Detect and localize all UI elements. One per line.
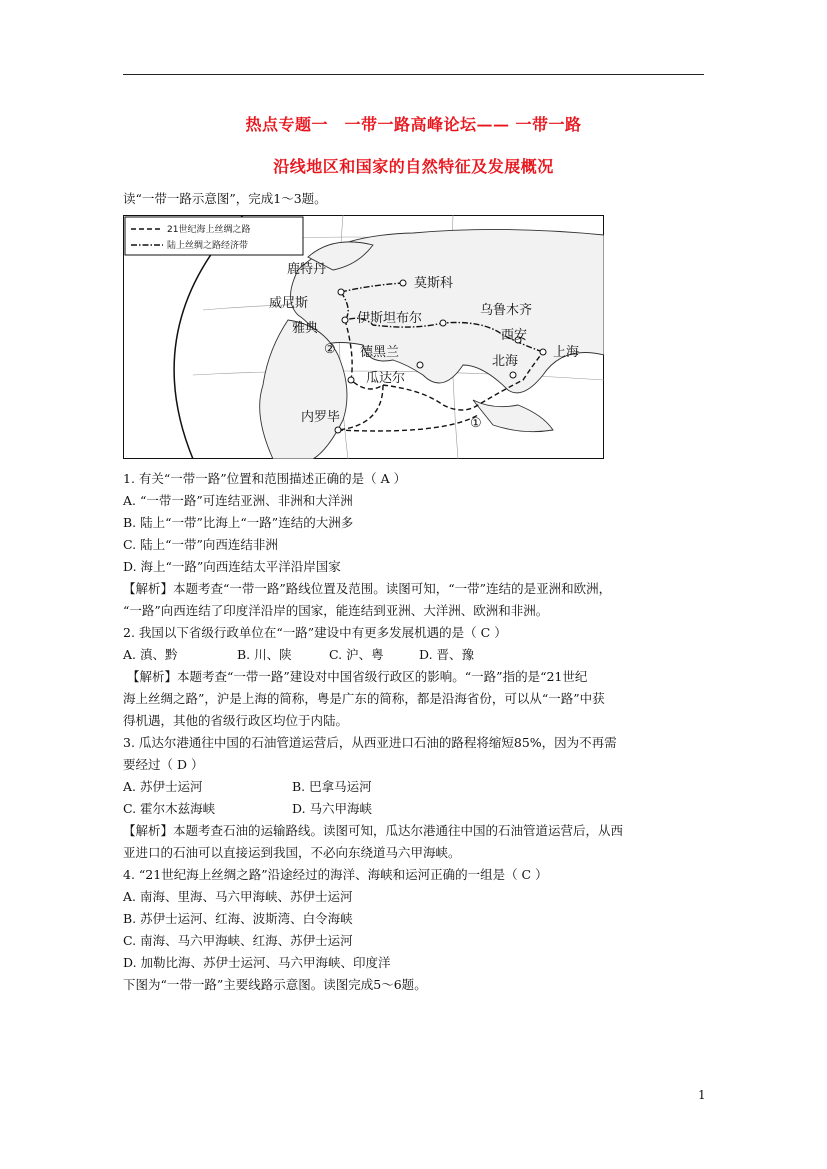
page-title-line2: 沿线地区和国家的自然特征及发展概况 bbox=[273, 157, 554, 176]
question-4-stem: 4. “21世纪海上丝绸之路”沿途经过的海洋、海峡和运河正确的一组是（ C ） bbox=[123, 867, 548, 882]
legend-maritime-route: 21世纪海上丝绸之路 bbox=[167, 225, 251, 235]
label-athens: 雅典 bbox=[292, 321, 319, 336]
label-shanghai: 上海 bbox=[553, 345, 580, 360]
question-1-option-a: A. “一带一路”可连结亚洲、非洲和大洋洲 bbox=[123, 493, 353, 508]
question-4-option-d: D. 加勒比海、苏伊士运河、马六甲海峡、印度洋 bbox=[123, 955, 391, 970]
label-rotterdam: 鹿特丹 bbox=[287, 262, 327, 277]
question-1-option-b: B. 陆上“一带”比海上“一路”连结的大洲多 bbox=[123, 515, 354, 530]
question-2-stem: 2. 我国以下省级行政单位在“一路”建设中有更多发展机遇的是（ C ） bbox=[123, 625, 507, 640]
question-3-analysis-line2: 亚进口的石油可以直接运到我国，不必向东绕道马六甲海峡。 bbox=[123, 845, 461, 860]
question-3-option-d: D. 马六甲海峡 bbox=[292, 801, 373, 816]
legend-land-route: 陆上丝绸之路经济带 bbox=[167, 241, 249, 251]
label-moscow: 莫斯科 bbox=[414, 276, 454, 291]
question-1-stem: 1. 有关“一带一路”位置和范围描述正确的是（ A ） bbox=[123, 471, 407, 486]
intro-text: 读“一带一路示意图”，完成1～3题。 bbox=[123, 191, 327, 206]
question-3-stem-line1: 3. 瓜达尔港通往中国的石油管道运营后，从西亚进口石油的路程将缩短85%，因为不再需 bbox=[123, 735, 617, 750]
label-beihai: 北海 bbox=[492, 354, 519, 369]
question-4-option-b: B. 苏伊士运河、红海、波斯湾、白令海峡 bbox=[123, 911, 353, 926]
question-3-option-c: C. 霍尔木兹海峡 bbox=[123, 801, 216, 816]
outro-text: 下图为“一带一路”主要线路示意图。读图完成5～6题。 bbox=[123, 977, 427, 992]
label-urumqi: 乌鲁木齐 bbox=[480, 303, 533, 318]
question-1-option-c: C. 陆上“一带”向西连结非洲 bbox=[123, 537, 278, 552]
label-venice: 威尼斯 bbox=[269, 296, 309, 311]
label-tehran: 德黑兰 bbox=[360, 345, 400, 360]
question-1-option-d: D. 海上“一路”向西连结太平洋沿岸国家 bbox=[123, 559, 341, 574]
map-legend bbox=[125, 217, 303, 255]
question-3-analysis-line1: 【解析】本题考查石油的运输路线。读图可知，瓜达尔港通往中国的石油管道运营后，从西 bbox=[123, 823, 624, 838]
question-2-analysis-line3: 得机遇，其他的省级行政区均位于内陆。 bbox=[123, 713, 349, 728]
question-3-stem-line2: 要经过（ D ） bbox=[123, 757, 204, 772]
marker-circle-1: ① bbox=[470, 416, 482, 431]
label-xian: 西安 bbox=[501, 328, 528, 343]
question-2-analysis-line2: 海上丝绸之路”，沪是上海的简称，粤是广东的简称，都是沿海省份，可以从“一路”中获 bbox=[123, 691, 605, 706]
page-number: 1 bbox=[698, 1088, 706, 1102]
question-2-option-c: C. 沪、粤 bbox=[329, 647, 384, 662]
question-2-option-d: D. 晋、豫 bbox=[419, 647, 475, 662]
label-istanbul: 伊斯坦布尔 bbox=[357, 311, 423, 326]
question-2-option-b: B. 川、陕 bbox=[237, 647, 292, 662]
label-nairobi: 内罗毕 bbox=[301, 410, 341, 425]
question-3-option-a: A. 苏伊士运河 bbox=[123, 779, 203, 794]
belt-road-map bbox=[123, 215, 604, 459]
label-gwadar: 瓜达尔 bbox=[366, 371, 406, 386]
page-title-line1: 热点专题一 一带一路高峰论坛—— 一带一路 bbox=[245, 115, 582, 134]
header-rule bbox=[123, 74, 704, 75]
question-2-analysis-line1: 【解析】本题考查“一带一路”建设对中国省级行政区的影响。“一路”指的是“21世纪 bbox=[127, 669, 588, 684]
question-4-option-c: C. 南海、马六甲海峡、红海、苏伊士运河 bbox=[123, 933, 353, 948]
question-1-analysis-line1: 【解析】本题考查“一带一路”路线位置及范围。读图可知，“一带”连结的是亚洲和欧洲， bbox=[123, 581, 612, 596]
marker-circle-2: ② bbox=[324, 342, 336, 357]
question-4-option-a: A. 南海、里海、马六甲海峡、苏伊士运河 bbox=[123, 889, 353, 904]
question-2-option-a: A. 滇、黔 bbox=[123, 647, 178, 662]
question-1-analysis-line2: “一路”向西连结了印度洋沿岸的国家，能连结到亚洲、大洋洲、欧洲和非洲。 bbox=[123, 603, 549, 618]
question-3-option-b: B. 巴拿马运河 bbox=[292, 779, 372, 794]
